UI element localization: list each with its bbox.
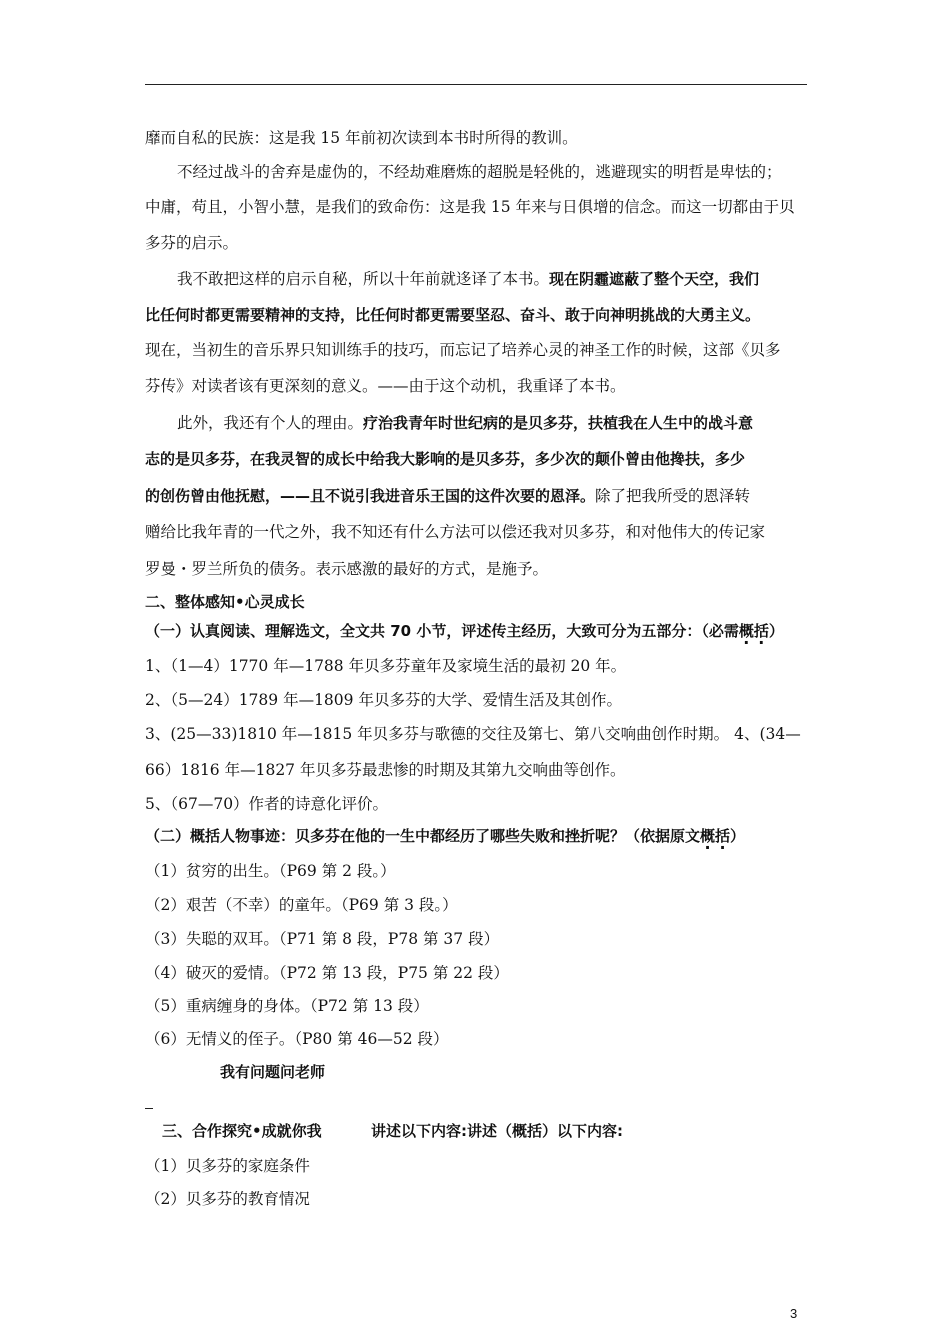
question-text: ） bbox=[730, 827, 746, 845]
text-normal: 此外，我还有个人的理由。 bbox=[177, 414, 364, 432]
answer-item: （6）无情义的侄子。（P80 第 46—52 段） bbox=[145, 1030, 449, 1048]
question-text: ） bbox=[768, 622, 784, 640]
question-text: （二）概括人物事迹：贝多芬在他的一生中都经历了哪些失败和挫折呢？（依据原文 bbox=[145, 827, 701, 845]
answer-item: （2）艰苦（不幸）的童年。（P69 第 3 段。） bbox=[145, 896, 458, 914]
emphasis-char: 概 bbox=[700, 827, 716, 845]
list-item: 3、(25—33)1810 年—1815 年贝多芬与歌德的交往及第七、第八交响曲创作时期。 4、(34— bbox=[145, 725, 801, 743]
list-item: 1、（1—4）1770 年—1788 年贝多芬童年及家境生活的最初 20 年。 bbox=[145, 657, 627, 675]
list-item: （1）贝多芬的家庭条件 bbox=[145, 1157, 310, 1175]
paragraph-line bbox=[145, 486, 750, 506]
paragraph-line: 不经过战斗的舍弃是虚伪的，不经劫难磨炼的超脱是轻佻的，逃避现实的明哲是卑怯的； bbox=[177, 163, 782, 181]
paragraph-line: 靡而自私的民族：这是我 15 年前初次读到本书时所得的教训。 bbox=[145, 129, 578, 147]
list-item: 2、（5—24）1789 年—1809 年贝多芬的大学、爱情生活及其创作。 bbox=[145, 691, 622, 709]
header-rule bbox=[145, 84, 807, 85]
text-bold: 的创伤曾由他抚慰，——且不说引我进音乐王国的这件次要的恩泽。 bbox=[145, 487, 596, 505]
task-line: 讲述以下内容:讲述（概括）以下内容: bbox=[371, 1122, 623, 1140]
blank-line bbox=[145, 1108, 153, 1109]
text-normal: 除了把我所受的恩泽转 bbox=[595, 487, 751, 505]
emphasis-char: 概 bbox=[738, 622, 754, 640]
page-number: 3 bbox=[790, 1306, 798, 1321]
paragraph-line: 罗曼・罗兰所负的债务。表示感激的最好的方式，是施予。 bbox=[145, 560, 549, 578]
ask-teacher-label: 我有问题问老师 bbox=[220, 1063, 326, 1081]
paragraph-line: 现在，当初生的音乐界只知训练手的技巧，而忘记了培养心灵的神圣工作的时候，这部《贝多 bbox=[145, 341, 781, 359]
section-heading: 三、合作探究•成就你我 bbox=[162, 1122, 322, 1140]
list-item: 5、（67—70）作者的诗意化评价。 bbox=[145, 795, 389, 813]
paragraph-line-bold: 比任何时都更需要精神的支持，比任何时都更需要坚忍、奋斗、敢于向神明挑战的大勇主义。 bbox=[145, 306, 761, 324]
list-item: （2）贝多芬的教育情况 bbox=[145, 1190, 310, 1208]
paragraph-line bbox=[177, 269, 759, 289]
answer-item: （1）贫穷的出生。（P69 第 2 段。） bbox=[145, 862, 396, 880]
text-bold: 现在阴霾遮蔽了整个天空，我们 bbox=[549, 270, 760, 288]
paragraph-line: 赠给比我年青的一代之外，我不知还有什么方法可以偿还我对贝多芬，和对他伟大的传记家 bbox=[145, 523, 766, 541]
answer-item: （3）失聪的双耳。（P71 第 8 段，P78 第 37 段） bbox=[145, 930, 500, 948]
question-text: （一）认真阅读、理解选文，全文共 70 小节，评述传主经历，大致可分为五部分：（必需 bbox=[145, 622, 739, 640]
section-heading: 二、整体感知•心灵成长 bbox=[145, 593, 305, 611]
paragraph-line-bold: 志的是贝多芬，在我灵智的成长中给我大影响的是贝多芬，多少次的颠仆曾由他搀扶，多少 bbox=[145, 450, 746, 468]
question-line bbox=[145, 621, 784, 641]
paragraph-line: 芬传》对读者该有更深刻的意义。——由于这个动机，我重译了本书。 bbox=[145, 377, 626, 395]
answer-item: （4）破灭的爱情。（P72 第 13 段，P75 第 22 段） bbox=[145, 964, 509, 982]
text-bold: 疗治我青年时世纪病的是贝多芬，扶植我在人生中的战斗意 bbox=[363, 414, 754, 432]
paragraph-line: 中庸，苟且，小智小慧，是我们的致命伤：这是我 15 年来与日俱增的信念。而这一切都由于贝 bbox=[145, 198, 795, 216]
emphasis-char: 括 bbox=[753, 622, 769, 640]
list-item: 66）1816 年—1827 年贝多芬最悲惨的时期及其第九交响曲等创作。 bbox=[145, 761, 626, 779]
emphasis-char: 括 bbox=[715, 827, 731, 845]
text-normal: 我不敢把这样的启示自秘，所以十年前就迻译了本书。 bbox=[177, 270, 550, 288]
paragraph-line: 多芬的启示。 bbox=[145, 234, 239, 252]
answer-item: （5）重病缠身的身体。（P72 第 13 段） bbox=[145, 997, 429, 1015]
paragraph-line bbox=[177, 413, 753, 433]
question-line bbox=[145, 826, 745, 846]
